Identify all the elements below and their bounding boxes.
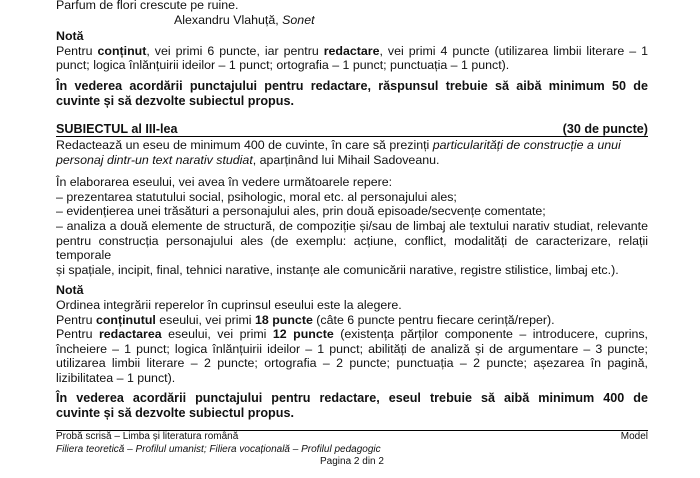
- note-2-notice-line-1: În vederea acordării punctajului pentru redactare, eseul trebuie să aibă minimum 400 de: [56, 391, 648, 406]
- note-2-line-3-text-a: Pentru: [56, 327, 99, 342]
- note-2-line-3-text-b: eseului, vei primi: [161, 327, 273, 342]
- subject-3-item-2: – evidențierea unei trăsături a personajului ales, prin două episoade/secvențe comentate;: [56, 204, 546, 219]
- subject-3-points: (30 de puncte): [562, 121, 648, 136]
- subject-3-task-line-1: [56, 138, 648, 153]
- subject-3-item-3-line-1: – analiza a două elemente de structură, de compoziție și/sau de limbaj ale textului narativ studiat, relevante: [56, 218, 648, 233]
- note-2-writing-keyword: redactarea: [98, 327, 162, 342]
- poem-work-title: Sonet: [282, 12, 315, 27]
- poem-author-separator: ,: [275, 12, 283, 27]
- poem-attribution: [56, 13, 648, 28]
- note-2-line-1: Ordinea integrării reperelor în cuprinsul eseului este la alegere.: [56, 297, 402, 312]
- subject-3-intro: În elaborarea eseului, vei avea în vedere următoarele repere:: [56, 175, 393, 190]
- note-2-notice-line-2: cuvinte și să dezvolte subiectul propus.: [56, 406, 294, 421]
- subject-3-item-3-line-2: pentru construcția personajului ales (de exemplu: acțiune, conflict, modalități de caracterizare, relații temporale: [56, 233, 648, 263]
- note-2-line-2-text-a: Pentru: [56, 312, 96, 327]
- note-2-line-2: [56, 313, 648, 328]
- note-1-notice-line-2: cuvinte și să dezvolte subiectul propus.: [56, 93, 294, 108]
- note-heading-1: Notă: [56, 29, 84, 44]
- footer-exam-name: Probă scrisă – Limba și literatura română: [56, 431, 239, 442]
- note-1-line-1-text-a: Pentru: [56, 43, 98, 58]
- poem-author: Alexandru Vlahuță: [174, 12, 276, 27]
- subject-3-header: [56, 122, 648, 137]
- note-1-line-1-text-c: , vei primi 4 puncte (utilizarea limbii literare – 1: [379, 43, 649, 58]
- note-1-line-2: punct; logica înlănțuirii ideilor – 1 punct; ortografia – 1 punct; punctuația – 1 punct).: [56, 58, 510, 73]
- exam-page: [56, 0, 648, 421]
- subject-3-item-3-line-3: și spațiale, incipit, final, tehnici narative, instanțe ale comunicării narative, registre stilistice, limbaj etc.).: [56, 262, 619, 277]
- note-2-line-4: încheiere – 1 punct; logica înlănțuirii ideilor – 1 punct; abilități de analiză și de argumentare – 3 puncte;: [56, 341, 648, 356]
- note-1-line-1: [56, 44, 648, 59]
- note-2-writing-points: 12 puncte: [272, 327, 334, 342]
- note-2-content-keyword: conținutul: [95, 312, 156, 327]
- note-1-notice-line-1: În vederea acordării punctajului pentru redactare, răspunsul trebuie să aibă minimum 50 de: [56, 78, 648, 93]
- note-2-line-3: [56, 327, 648, 342]
- note-2-line-5: utilizarea limbii literare – 2 puncte; ortografia – 2 puncte; punctuația – 2 puncte; așezarea în pagină,: [56, 356, 648, 371]
- subject-3-item-1: – prezentarea statutului social, psihologic, moral etc. al personajului ales;: [56, 189, 457, 204]
- page-footer: [56, 430, 648, 469]
- footer-page-number: Pagina 2 din 2: [320, 456, 384, 467]
- footer-model-label: Model: [620, 431, 648, 442]
- note-2-line-6: lizibilitatea – 1 punct).: [56, 370, 176, 385]
- subject-3-task-italic-a: particularități de construcție a unui: [432, 137, 621, 152]
- subject-3-task-text-b: , aparținând lui Mihail Sadoveanu.: [252, 152, 440, 167]
- subject-3-task-line-2: [56, 153, 648, 168]
- note-1-line-1-text-b: , vei primi 6 puncte, iar pentru: [146, 43, 324, 58]
- subject-3-title: SUBIECTUL al III-lea: [56, 121, 178, 136]
- note-1-writing-keyword: redactare: [323, 43, 380, 58]
- subject-3-task-italic-b: personaj dintr-un text narativ studiat: [56, 152, 253, 167]
- poem-last-line: Parfum de flori crescute pe ruine.: [56, 0, 239, 12]
- footer-track: Filiera teoretică – Profilul umanist; Filiera vocațională – Profilul pedagogic: [56, 443, 381, 455]
- note-1-content-keyword: conținut: [97, 43, 147, 58]
- note-2-line-2-text-b: eseului, vei primi: [155, 312, 255, 327]
- subject-3-task-text-a: Redactează un eseu de minimum 400 de cuvinte, în care să prezinți: [56, 137, 433, 152]
- note-2-line-2-text-c: (câte 6 puncte pentru fiecare cerință/reper).: [312, 312, 555, 327]
- note-2-line-3-text-c: (existența părților componente – introducere, cuprins,: [333, 327, 648, 342]
- footer-row-1: [56, 431, 648, 444]
- note-heading-2: Notă: [56, 283, 84, 298]
- note-2-content-points: 18 puncte: [255, 312, 313, 327]
